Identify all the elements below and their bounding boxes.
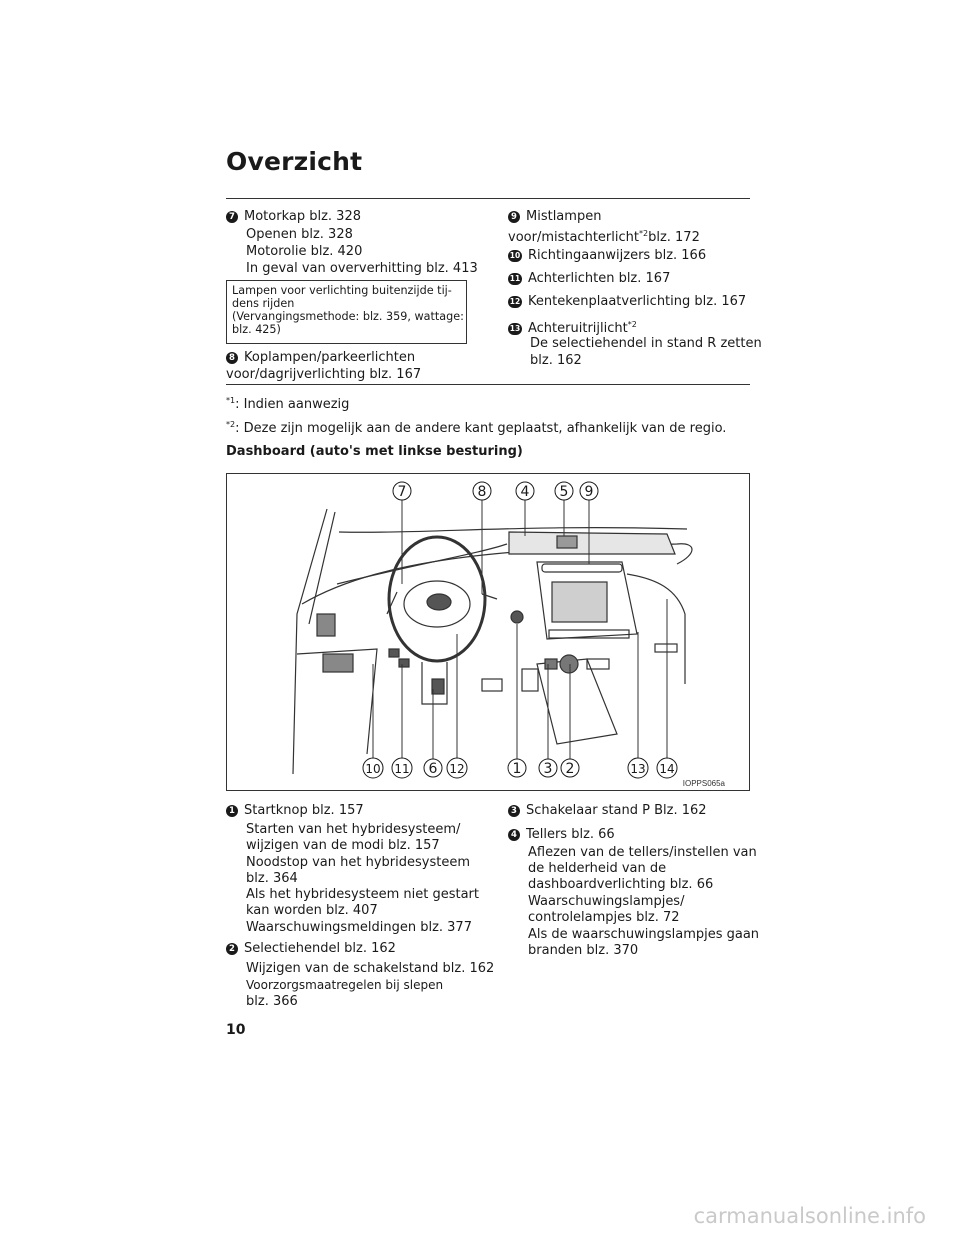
item-4-sub: controlelampjes blz. 72 (528, 910, 680, 925)
item-13: 13 Achteruitrijlicht$^{*2}$ (509, 320, 637, 336)
item-7-sub: Motorolie blz. 420 (246, 244, 363, 259)
item-1-sub: Noodstop van het hybridesysteem (246, 855, 470, 870)
dashboard-illustration (226, 473, 750, 791)
item-7-sub: Openen blz. 328 (246, 227, 353, 242)
footnote-2: $^{*2}$: Deze zijn mogelijk aan de andere kant geplaatst, afhankelijk van de regio. (226, 420, 727, 436)
callout-number: 4 (508, 829, 520, 841)
callout-13 (628, 758, 648, 778)
svg-text:3: 3 (543, 761, 553, 777)
svg-text:7: 7 (397, 484, 407, 500)
item-12: 12 Kentekenplaatverlichting blz. 167 (509, 294, 747, 309)
item-7-title: 7 Motorkap blz. 328 (226, 208, 361, 225)
svg-text:10: 10 (365, 762, 381, 776)
item-7-sub: In geval van oververhitting blz. 413 (246, 261, 478, 276)
callout-9 (580, 482, 598, 500)
callout-number: 10 (509, 251, 521, 260)
item-3: 3 Schakelaar stand P Blz. 162 (508, 802, 707, 819)
callout-14 (657, 758, 677, 778)
callout-number: 8 (226, 352, 238, 364)
callout-number: 3 (508, 805, 520, 817)
item-1-sub: Waarschuwingsmeldingen blz. 377 (246, 920, 472, 935)
item-9-sub: voor/mistachterlicht$^{*2}$blz. 172 (508, 229, 700, 245)
item-11: 11 Achterlichten blz. 167 (509, 271, 671, 286)
dashboard-drawing (227, 474, 749, 790)
callout-11 (392, 758, 412, 778)
svg-text:4: 4 (520, 484, 530, 500)
svg-text:2: 2 (565, 761, 575, 777)
callout-12 (447, 758, 467, 778)
callout-number: 1 (226, 805, 238, 817)
svg-text:8: 8 (477, 484, 487, 500)
item-1-sub: wijzigen van de modi blz. 157 (246, 838, 440, 853)
callout-number: 12 (509, 297, 521, 306)
svg-text:6: 6 (428, 761, 438, 777)
item-1-sub: Als het hybridesysteem niet gestart (246, 887, 480, 902)
svg-text:11: 11 (394, 762, 410, 776)
watermark: carmanualsonline.info (693, 1204, 926, 1228)
callout-3 (539, 759, 557, 777)
callout-number: 11 (509, 274, 521, 283)
item-4-sub: branden blz. 370 (528, 943, 639, 958)
item-4-sub: Waarschuwingslampjes/ (528, 894, 685, 909)
item-2-title: 2 Selectiehendel blz. 162 (226, 940, 396, 957)
item-4-sub: dashboardverlichting blz. 66 (528, 877, 714, 892)
callout-2 (561, 759, 579, 777)
callout-number: 2 (226, 943, 238, 955)
item-1-sub: blz. 364 (246, 871, 298, 886)
item-4-sub: Als de waarschuwingslampjes gaan (528, 927, 760, 942)
item-4-sub: Aflezen van de tellers/instellen van (528, 845, 757, 860)
item-2-sub: Wijzigen van de schakelstand blz. 162 (246, 961, 495, 976)
item-13-sub: blz. 162 (530, 353, 582, 368)
item-4-title: 4 Tellers blz. 66 (508, 826, 615, 843)
callout-6 (424, 759, 442, 777)
svg-text:12: 12 (449, 762, 465, 776)
page-title: Overzicht (226, 147, 363, 176)
item-1-title: 1 Startknop blz. 157 (226, 802, 364, 819)
figure-code: IOPPS065a (682, 779, 725, 788)
callout-10 (363, 758, 383, 778)
item-2-sub: blz. 366 (246, 994, 298, 1009)
info-box: Lampen voor verlichting buitenzijde tij- dens rijden (Vervangingsmethode: blz. 359, wattage: blz. 425) (226, 280, 467, 344)
item-1-sub: kan worden blz. 407 (246, 903, 378, 918)
item-1-sub: Starten van het hybridesysteem/ (246, 822, 461, 837)
svg-text:9: 9 (584, 484, 594, 500)
callout-4 (516, 482, 534, 500)
callout-5 (555, 482, 573, 500)
item-8-title: 8 Koplampen/parkeerlichten (226, 349, 415, 366)
page-number: 10 (226, 1022, 246, 1038)
item-2-sub: Voorzorgsmaatregelen bij slepen (246, 978, 444, 992)
callout-8 (473, 482, 491, 500)
callout-7 (393, 482, 411, 500)
svg-text:1: 1 (512, 761, 522, 777)
callout-number: 7 (226, 211, 238, 223)
callout-1 (508, 759, 526, 777)
svg-text:14: 14 (659, 762, 675, 776)
item-4-sub: de helderheid van de (528, 861, 667, 876)
divider-middle (226, 384, 750, 385)
item-8-sub: voor/dagrijverlichting blz. 167 (226, 367, 422, 382)
item-13-sub: De selectiehendel in stand R zetten (530, 336, 762, 351)
callout-number: 13 (509, 324, 521, 333)
divider-top (226, 198, 750, 199)
section-title: Dashboard (auto's met linkse besturing) (226, 444, 523, 459)
svg-text:13: 13 (630, 762, 646, 776)
item-10: 10 Richtingaanwijzers blz. 166 (509, 248, 707, 263)
footnote-1: $^{*1}$: Indien aanwezig (226, 396, 350, 412)
callout-number: 9 (508, 211, 520, 223)
item-9-title: 9 Mistlampen (508, 208, 601, 225)
svg-text:5: 5 (559, 484, 569, 500)
